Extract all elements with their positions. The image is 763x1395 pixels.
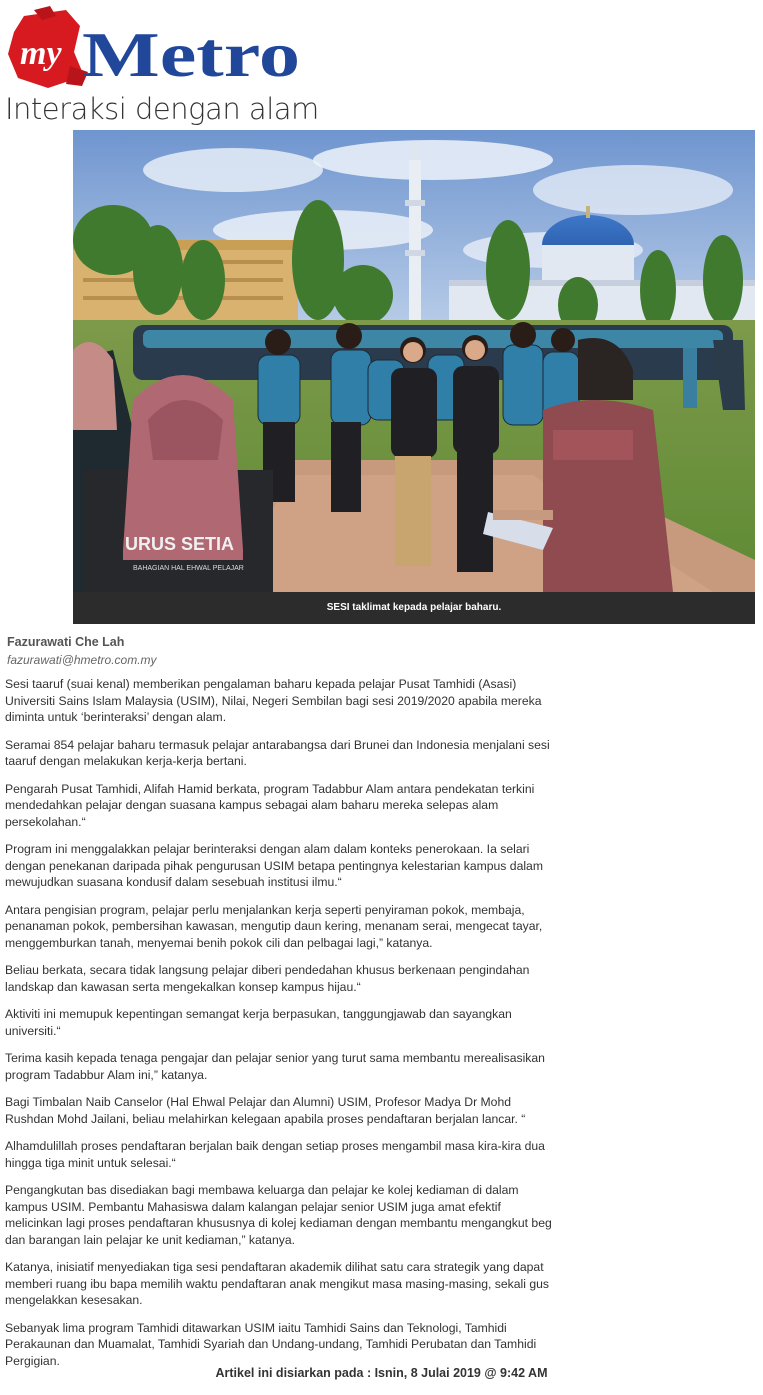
author-email[interactable]: fazurawati@hmetro.com.my — [7, 653, 157, 667]
article-paragraph: Bagi Timbalan Naib Canselor (Hal Ehwal Pelajar dan Alumni) USIM, Profesor Madya Dr Mohd Rushdan Mohd Jailani, beliau melahirkan kelegaan apabila proses pendaftaran berjalan lancar. “ — [5, 1095, 526, 1126]
article-paragraph: Sesi taaruf (suai kenal) memberikan pengalaman baharu kepada pelajar Pusat Tamhidi (Asasi) Universiti Sains Islam Malaysia (USIM), Nilai, Negeri Sembilan bagi sesi 2019/2020 apabila mereka diminta untuk ‘berinteraksi’ dengan alam. — [5, 677, 542, 724]
publish-date: Artikel ini disiarkan pada : Isnin, 8 Julai 2019 @ 9:42 AM — [215, 1366, 548, 1380]
logo-prefix: my — [20, 35, 62, 72]
mymetro-logo[interactable] — [4, 6, 304, 92]
article-title: Interaksi dengan alam — [5, 92, 319, 126]
article-paragraph: Sebanyak lima program Tamhidi ditawarkan USIM iaitu Tamhidi Sains dan Teknologi, Tamhidi Perakaunan dan Muamalat, Tamhidi Syariah dan Undang-undang, Tamhidi Perubatan dan Tamhidi Pergigian. — [5, 1320, 537, 1368]
article-paragraph: Alhamdulillah proses pendaftaran berjalan baik dengan setiap proses mengambil masa kira-kira dua hingga tiga minit untuk selesai.“ — [5, 1139, 545, 1170]
article-photo — [73, 130, 755, 592]
article-paragraph: Beliau berkata, secara tidak langsung pelajar diberi pendedahan khusus berkenaan pengindahan landskap dan kawasan serta mengekalkan konsep kampus hijau.“ — [5, 963, 530, 994]
article-paragraph: Pengarah Pusat Tamhidi, Alifah Hamid berkata, program Tadabbur Alam antara pendekatan terkini mendedahkan pelajar dengan suasana kampus sebagai alam baharu mereka selepas alam persekolahan.“ — [5, 781, 535, 829]
article-paragraph: Seramai 854 pelajar baharu termasuk pelajar antarabangsa dari Brunei dan Indonesia menjalani sesi taaruf dengan melakukan kerja-kerja bertani. — [5, 737, 550, 768]
article-paragraph: Terima kasih kepada tenaga pengajar dan pelajar senior yang turut sama membantu merealisasikan program Tadabbur Alam ini,” katanya. — [5, 1051, 545, 1082]
shirt-text: URUS SETIA — [125, 534, 235, 554]
article-body — [5, 676, 553, 1380]
author-name: Fazurawati Che Lah — [7, 635, 125, 649]
logo-wordmark: Metro — [82, 19, 300, 90]
article-paragraph: Antara pengisian program, pelajar perlu menjalankan kerja seperti penyiraman pokok, membaja, penanaman pokok, pembersihan kawasan, mengutip daun kering, menanam serai, mengecat tayar, menggemburkan tanah, menyemai benih pokok cili dan pelbagai lagi,” katanya. — [5, 902, 543, 950]
article-paragraph: Program ini menggalakkan pelajar berinteraksi dengan alam dalam konteks penerokaan. Ia selari dengan penekanan daripada pihak pengurusan USIM betapa pentingnya kelestarian kampus dalam mewujudkan suasana kondusif dalam sesebuah institusi ilmu.“ — [5, 842, 543, 889]
article-paragraph: Pengangkutan bas disediakan bagi membawa keluarga dan pelajar ke kolej kediaman di dalam kampus USIM. Pembantu Mahasiswa dalam kalangan pelajar senior USIM juga amat efektif melicinkan lagi proses pendaftaran khususnya di kolej kediaman dengan membantu mengangkut beg dan barangan lain pelajar ke unit kediaman,” katanya. — [5, 1183, 552, 1247]
article-paragraph: Katanya, inisiatif menyediakan tiga sesi pendaftaran akademik dilihat satu cara strategik yang dapat memberi ruang ibu bapa memilih waktu pendaftaran anak mengikut masa masing-masing, sekali gus mengelakkan kesesakan. — [5, 1260, 549, 1307]
shirt-subtext: BAHAGIAN HAL EHWAL PELAJAR — [133, 565, 244, 572]
article-paragraph: Aktiviti ini memupuk kepentingan semangat kerja berpasukan, tanggungjawab dan sayangkan universiti.“ — [5, 1007, 512, 1038]
photo-caption: SESI taklimat kepada pelajar baharu. — [73, 592, 755, 624]
